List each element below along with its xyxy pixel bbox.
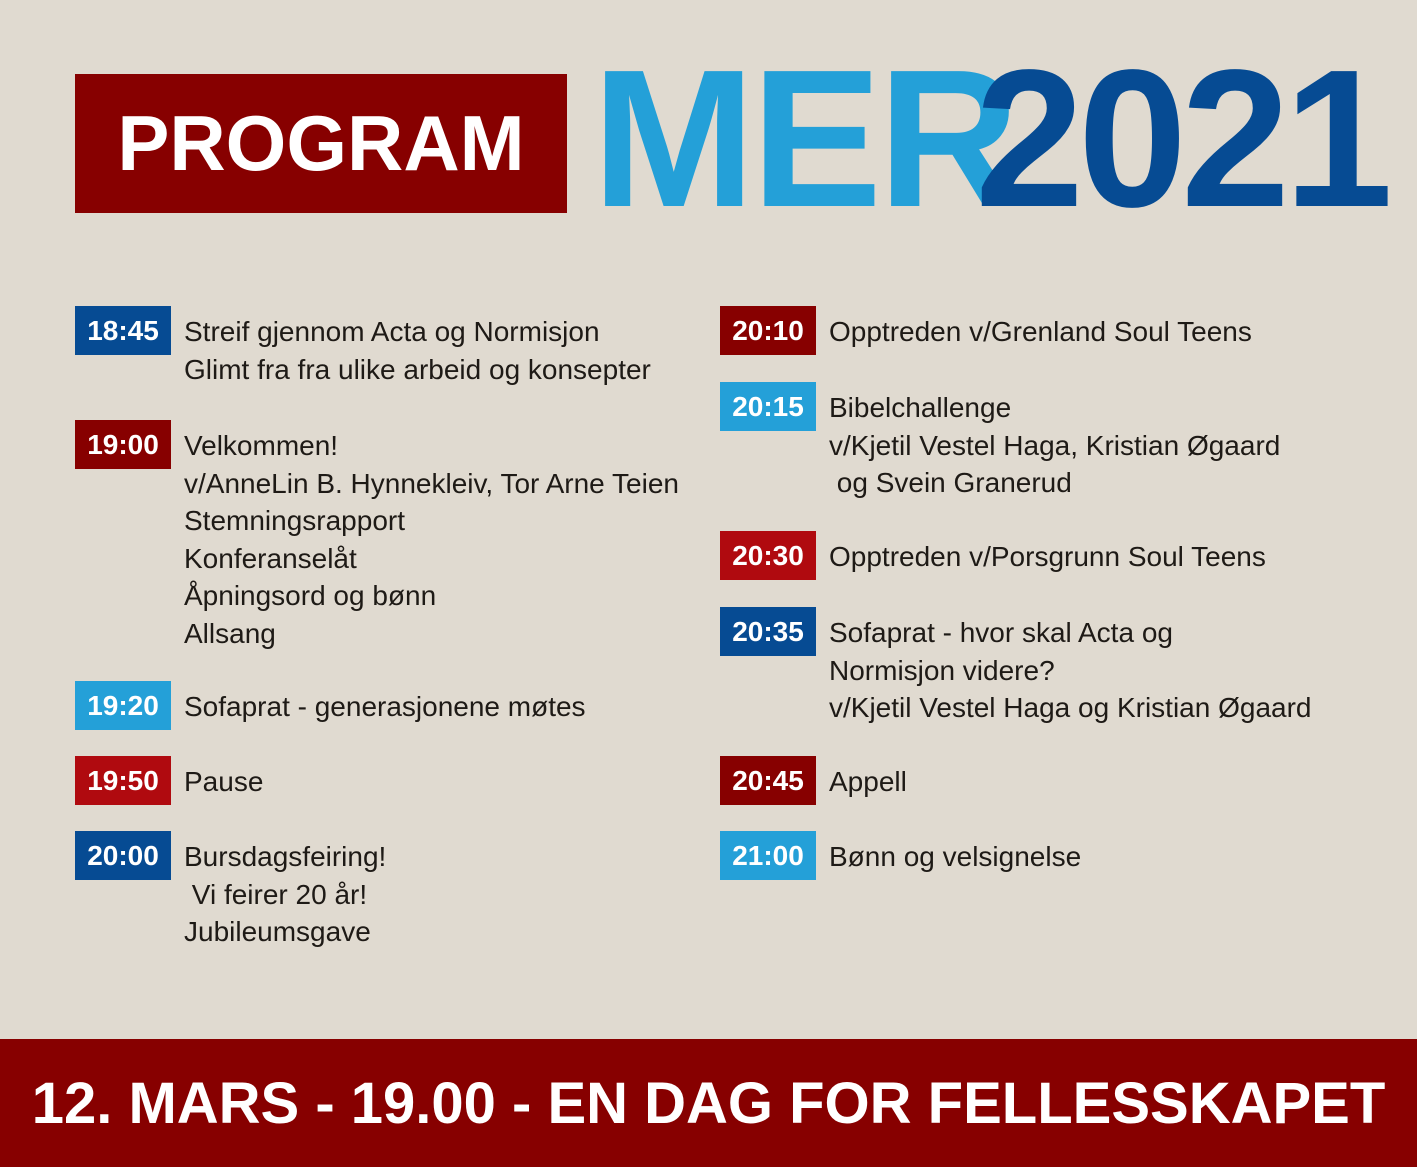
item-line: Sofaprat - hvor skal Acta og (829, 617, 1173, 648)
item-description (184, 313, 651, 388)
time-badge: 19:20 (75, 681, 171, 730)
item-line: Jubileumsgave (184, 916, 371, 947)
item-line: Konferanselåt (184, 542, 357, 574)
item-line: Normisjon videre? (829, 654, 1055, 686)
item-description (829, 538, 1266, 576)
item-line: v/AnneLin B. Hynnekleiv, Tor Arne Teien (184, 467, 679, 499)
time-badge: 21:00 (720, 831, 816, 880)
item-description (184, 763, 263, 801)
time-badge: 20:30 (720, 531, 816, 580)
item-line: Velkommen! (184, 430, 339, 461)
program-label-box (75, 74, 567, 213)
item-line: Streif gjennom Acta og Normisjon (184, 316, 600, 347)
time-badge: 20:00 (75, 831, 171, 880)
title-mer: MER (592, 29, 1016, 248)
item-line: v/Kjetil Vestel Haga, Kristian Øgaard (829, 429, 1281, 461)
item-line: Stemningsrapport (184, 505, 406, 536)
item-line: Opptreden v/Porsgrunn Soul Teens (829, 541, 1266, 572)
item-description (829, 389, 1280, 502)
item-line: v/Kjetil Vestel Haga og Kristian Øgaard (829, 692, 1312, 723)
item-line: Bønn og velsignelse (829, 841, 1082, 872)
item-description (184, 427, 679, 652)
item-line: Opptreden v/Grenland Soul Teens (829, 316, 1252, 347)
item-line: og Svein Granerud (829, 467, 1072, 498)
program-label: PROGRAM (117, 99, 525, 187)
item-line: Glimt fra fra ulike arbeid og konsepter (184, 353, 651, 385)
item-description (184, 688, 586, 726)
item-line: Bursdagsfeiring! (184, 841, 387, 872)
time-badge: 18:45 (75, 306, 171, 355)
time-badge: 20:45 (720, 756, 816, 805)
item-description (829, 763, 907, 801)
footer-text: 12. MARS - 19.00 - EN DAG FOR FELLESSKAPET (31, 1070, 1386, 1136)
item-line: Appell (829, 766, 907, 797)
item-line: Vi feirer 20 år! (184, 878, 368, 910)
item-line: Allsang (184, 617, 276, 649)
time-badge: 20:10 (720, 306, 816, 355)
item-description (829, 838, 1081, 876)
item-line: Sofaprat - generasjonene møtes (184, 691, 586, 722)
footer-banner (0, 1039, 1417, 1167)
time-badge: 20:15 (720, 382, 816, 431)
time-badge: 19:50 (75, 756, 171, 805)
title-year: 2021 (975, 29, 1388, 248)
item-description (184, 838, 386, 951)
time-badge: 20:35 (720, 607, 816, 656)
item-line: Pause (184, 766, 264, 797)
item-description (829, 614, 1311, 727)
item-line: Bibelchallenge (829, 392, 1012, 423)
item-line: Åpningsord og bønn (184, 580, 437, 611)
time-badge: 19:00 (75, 420, 171, 469)
item-description (829, 313, 1252, 351)
